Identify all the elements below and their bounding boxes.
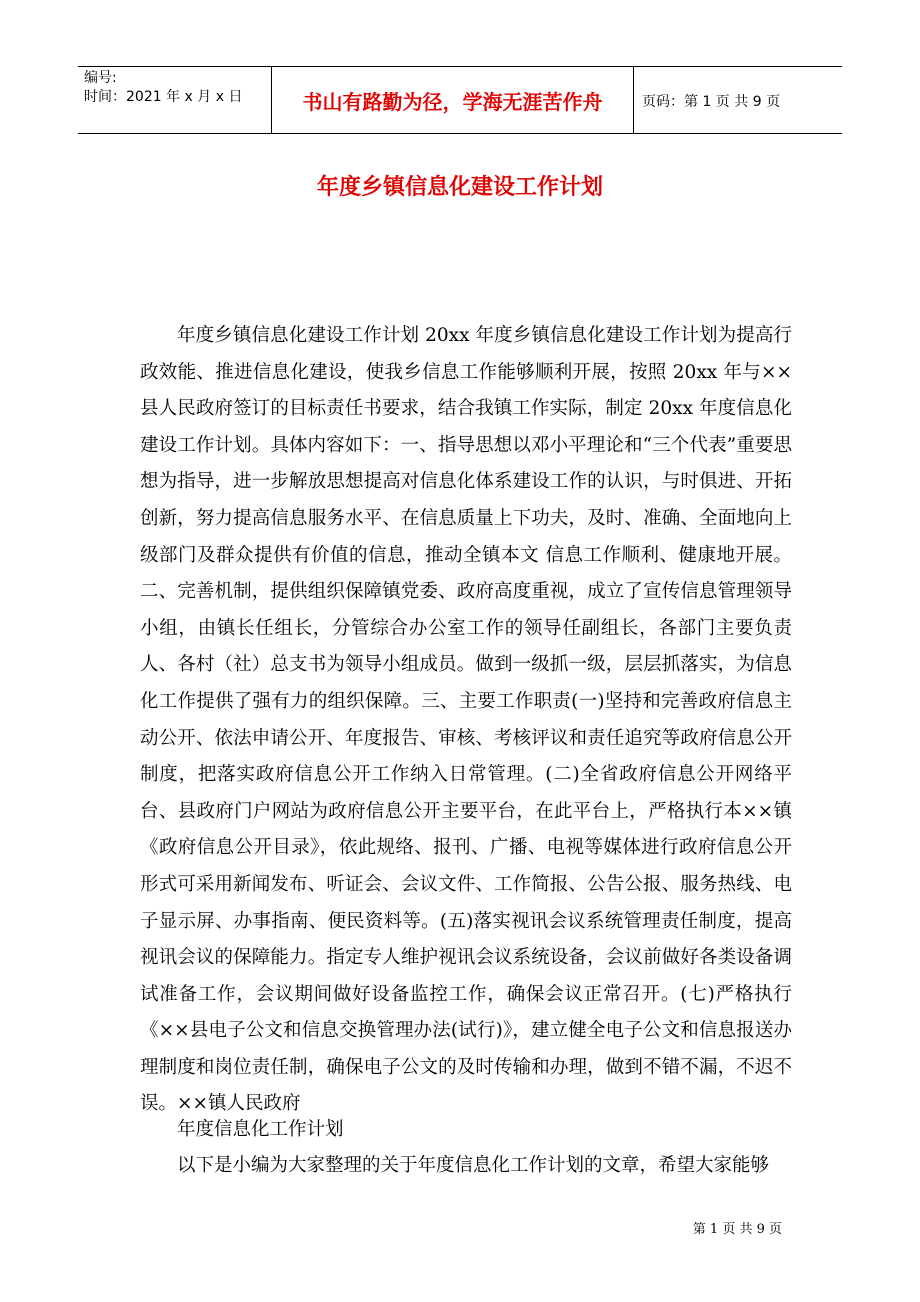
- intro-paragraph: 以下是小编为大家整理的关于年度信息化工作计划的文章，希望大家能够: [177, 1155, 770, 1176]
- header-meta-cell: [78, 67, 272, 134]
- subtitle-paragraph: 年度信息化工作计划: [177, 1119, 344, 1140]
- time-label: 时间：2021 年 x 月 x 日: [84, 89, 243, 105]
- header-motto-cell: [272, 67, 634, 134]
- motto-text: 书山有路勤为径，学海无涯苦作舟: [302, 90, 603, 114]
- page-footer: 第 1 页 共 9 页: [692, 1222, 782, 1237]
- page-info: 页码：第 1 页 共 9 页: [642, 93, 781, 110]
- header-table: [78, 66, 842, 134]
- document-title: 年度乡镇信息化建设工作计划: [316, 175, 603, 200]
- body-paragraph: 年度乡镇信息化建设工作计划 20xx 年度乡镇信息化建设工作计划为提高行政效能、推进信息化建设，使我乡信息工作能够顺利开展，按照 20xx 年与××县人民政府签订的目标责任书要求，结合我镇工作实际，制定 20xx 年度信息化建设工作计划。具体内容如下：一、指导思想以邓小平理论和“三个代表”重要思想为指导，进一步解放思想提高对信息化体系建设工作的认识，与时俱进、开拓创新，努力提高信息服务水平、在信息质量上下功夫，及时、准确、全面地向上级部门及群众提供有价值的信息，推动全镇本文 信息工作顺利、健康地开展。二、完善机制，提供组织保障镇党委、政府高度重视，成立了宣传信息管理领导小组，由镇长任组长，分管综合办公室工作的领导任副组长，各部门主要负责人、各村（社）总支书为领导小组成员。做到一级抓一级，层层抓落实，为信息化工作提供了强有力的组织保障。三、主要工作职责(一)坚持和完善政府信息主动公开、依法申请公开、年度报告、审核、考核评议和责任追究等政府信息公开制度，把落实政府信息公开工作纳入日常管理。(二)全省政府信息公开网络平台、县政府门户网站为政府信息公开主要平台，在此平台上，严格执行本××镇《政府信息公开目录》，依此规络、报刊、广播、电视等媒体进行政府信息公开形式可采用新闻发布、听证会、会议文件、工作简报、公告公报、服务热线、电子显示屏、办事指南、便民资料等。(五)落实视讯会议系统管理责任制度，提高视讯会议的保障能力。指定专人维护视讯会议系统设备，会议前做好各类设备调试准备工作，会议期间做好设备监控工作，确保会议正常召开。(七)严格执行《××县电子公文和信息交换管理办法(试行)》，建立健全电子公文和信息报送办理制度和岗位责任制，确保电子公文的及时传输和办理，做到不错不漏，不迟不误。××镇人民政府: [140, 325, 792, 1115]
- header-page-cell: [634, 67, 842, 134]
- code-label: 编号:: [84, 70, 117, 86]
